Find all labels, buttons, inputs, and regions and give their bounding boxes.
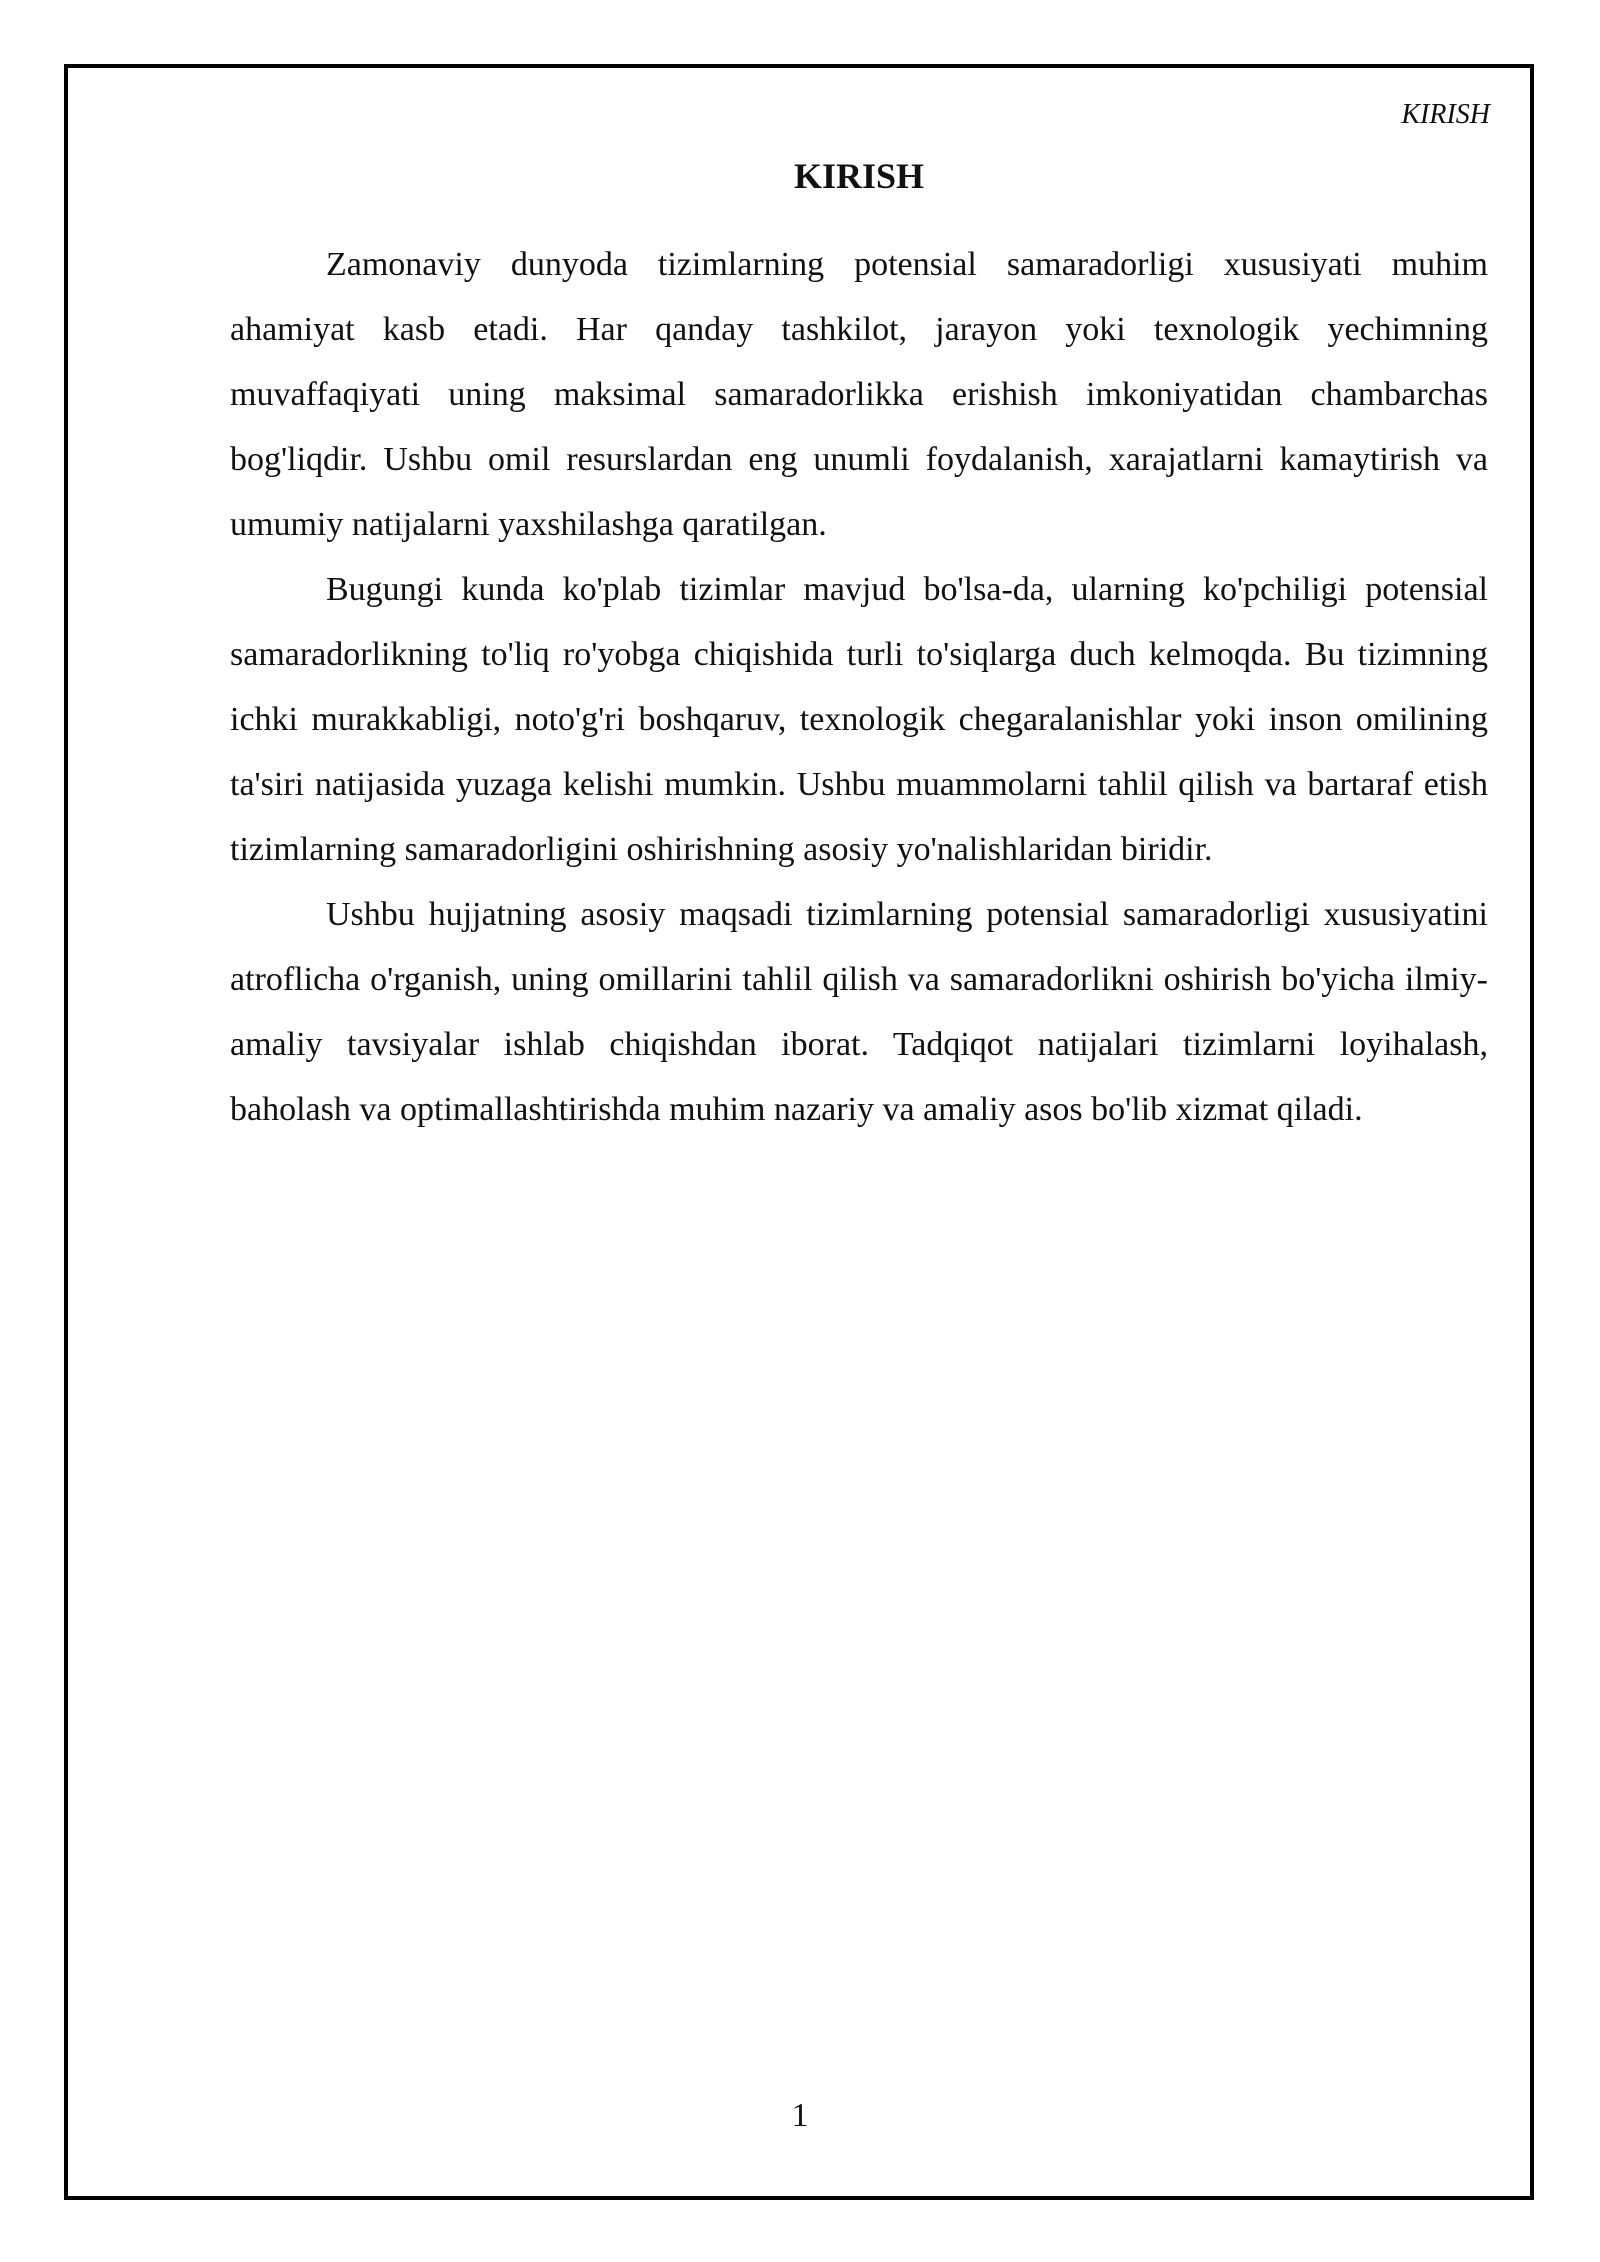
paragraph-1: Zamonaviy dunyoda tizimlarning potensial samaradorligi xususiyati muhim ahamiyat kasb etadi. Har qanday tashkilot, jarayon yoki texnologik yechimning muvaffaqiyati uning maksimal samaradorlikka erishish imkoniyatidan chambarchas bog'liqdir. Ushbu omil resurslardan eng unumli foydalanish, xarajatlarni kamaytirish va umumiy natijalarni yaxshilashga qaratilgan. [230,246,1488,543]
paragraph-2: Bugungi kunda ko'plab tizimlar mavjud bo'lsa-da, ularning ko'pchiligi potensial samaradorlikning to'liq ro'yobga chiqishida turli to'siqlarga duch kelmoqda. Bu tizimning ichki murakkabligi, noto'g'ri boshqaruv, texnologik chegaralanishlar yoki inson omilining ta'siri natijasida yuzaga kelishi mumkin. Ushbu muammolarni tahlil qilish va bartaraf etish tizimlarning samaradorligini oshirishning asosiy yo'nalishlaridan biridir. [230,571,1488,868]
document-body [230,150,1488,1142]
paragraph-3: Ushbu hujjatning asosiy maqsadi tizimlarning potensial samaradorligi xususiyatini atroflicha o'rganish, uning omillarini tahlil qilish va samaradorlikni oshirish bo'yicha ilmiy-amaliy tavsiyalar ishlab chiqishdan iborat. Tadqiqot natijalari tizimlarni loyihalash, baholash va optimallashtirishda muhim nazariy va amaliy asos bo'lib xizmat qiladi. [230,896,1488,1128]
page-title: KIRISH [793,156,925,196]
running-header: KIRISH [1401,99,1490,130]
page-number: 1 [791,2097,809,2134]
